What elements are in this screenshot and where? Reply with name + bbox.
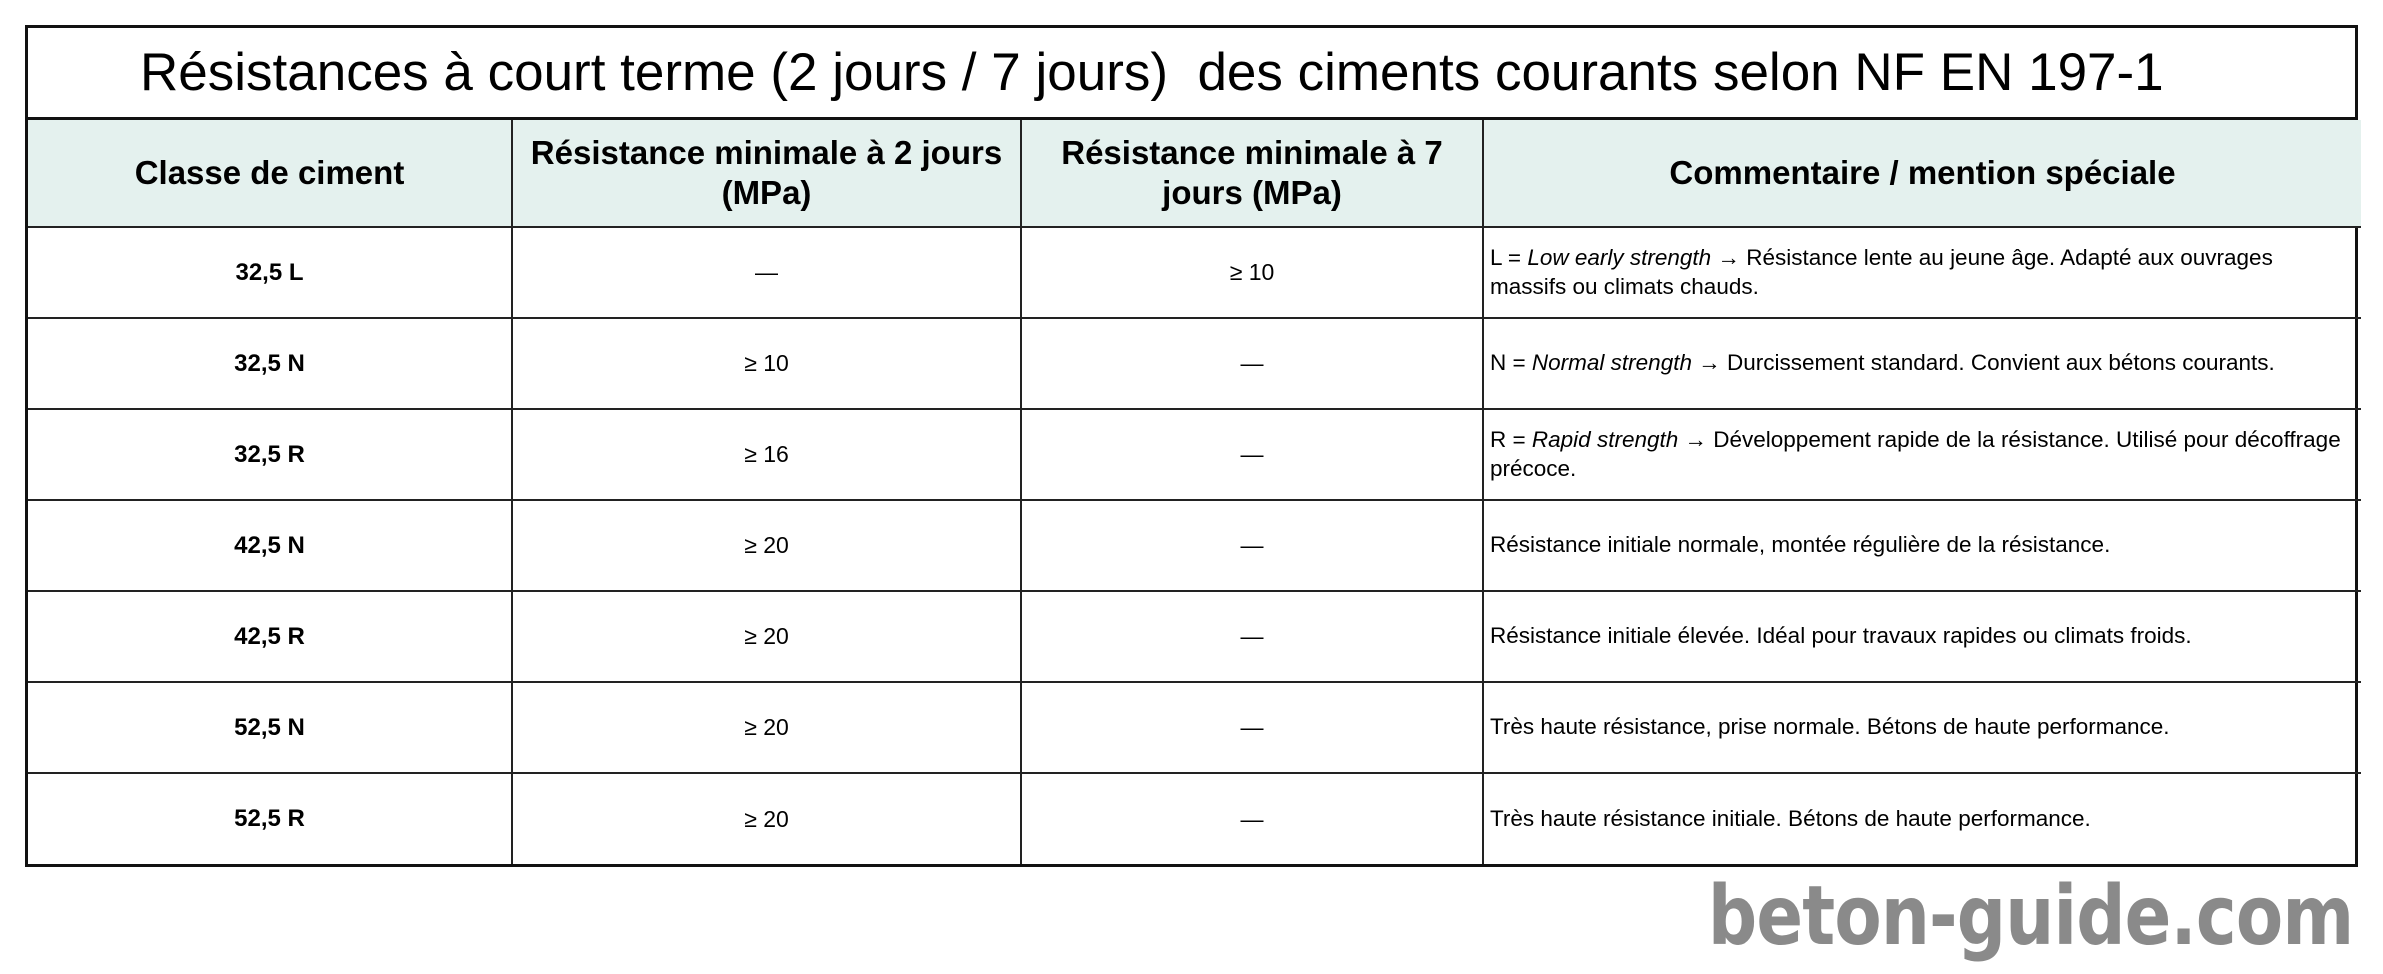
- cell-2-jours: ≥ 20: [512, 682, 1021, 773]
- table-row: [28, 591, 2361, 682]
- header-classe: Classe de ciment: [28, 120, 512, 227]
- cell-7-jours: —: [1021, 500, 1483, 591]
- comment-text: Résistance initiale élevée. Idéal pour travaux rapides ou climats froids.: [1490, 623, 2192, 649]
- cell-classe: 52,5 N: [28, 682, 512, 773]
- cell-2-jours: ≥ 16: [512, 409, 1021, 500]
- comment-prefix: L =: [1490, 245, 1528, 271]
- cell-2-jours: ≥ 20: [512, 591, 1021, 682]
- table-row: [28, 227, 2361, 318]
- cell-commentaire: [1483, 318, 2361, 409]
- cell-7-jours: —: [1021, 682, 1483, 773]
- comment-text: → Développement rapide de la résistance. Utilisé pour décoffrage précoce.: [1490, 427, 2341, 481]
- comment-text: → Durcissement standard. Convient aux bétons courants.: [1691, 350, 2275, 376]
- cell-classe: 42,5 R: [28, 591, 512, 682]
- comment-text: Très haute résistance initiale. Bétons de haute performance.: [1490, 805, 2091, 831]
- cell-commentaire: [1483, 682, 2361, 773]
- cell-commentaire: [1483, 773, 2361, 864]
- comment-text: → Résistance lente au jeune âge. Adapté aux ouvrages massifs ou climats chauds.: [1490, 245, 2273, 299]
- table-row: [28, 318, 2361, 409]
- comment-emphasis: Normal strength: [1531, 350, 1692, 376]
- cell-classe: 32,5 N: [28, 318, 512, 409]
- cell-commentaire: [1483, 227, 2361, 318]
- cell-classe: 52,5 R: [28, 773, 512, 864]
- cement-table-sheet: [25, 25, 2358, 867]
- cell-2-jours: ≥ 20: [512, 773, 1021, 864]
- cell-commentaire: [1483, 591, 2361, 682]
- comment-text: Résistance initiale normale, montée régulière de la résistance.: [1490, 532, 2111, 558]
- comment-emphasis: Low early strength: [1527, 245, 1712, 271]
- cell-7-jours: ≥ 10: [1021, 227, 1483, 318]
- table-header-row: [28, 120, 2361, 227]
- cell-2-jours: ≥ 10: [512, 318, 1021, 409]
- cell-classe: 32,5 L: [28, 227, 512, 318]
- cement-strength-table: [28, 120, 2361, 864]
- comment-prefix: N =: [1490, 350, 1532, 376]
- cell-classe: 32,5 R: [28, 409, 512, 500]
- cell-7-jours: —: [1021, 409, 1483, 500]
- cell-2-jours: ≥ 20: [512, 500, 1021, 591]
- cell-2-jours: —: [512, 227, 1021, 318]
- table-row: [28, 773, 2361, 864]
- site-brand-watermark: beton-guide.com: [1707, 869, 2353, 964]
- table-row: [28, 682, 2361, 773]
- table-row: [28, 500, 2361, 591]
- cell-7-jours: —: [1021, 773, 1483, 864]
- cell-commentaire: [1483, 409, 2361, 500]
- cell-classe: 42,5 N: [28, 500, 512, 591]
- comment-emphasis: Rapid strength: [1531, 427, 1679, 453]
- header-resistance-2-jours: Résistance minimale à 2 jours (MPa): [512, 120, 1021, 227]
- cell-7-jours: —: [1021, 318, 1483, 409]
- header-resistance-7-jours: Résistance minimale à 7 jours (MPa): [1021, 120, 1483, 227]
- comment-prefix: R =: [1490, 427, 1532, 453]
- cell-7-jours: —: [1021, 591, 1483, 682]
- header-commentaire: Commentaire / mention spéciale: [1483, 120, 2361, 227]
- table-row: [28, 409, 2361, 500]
- page-title: Résistances à court terme (2 jours / 7 jours) des ciments courants selon NF EN 197-1: [28, 28, 2355, 120]
- cell-commentaire: [1483, 500, 2361, 591]
- comment-text: Très haute résistance, prise normale. Bétons de haute performance.: [1490, 714, 2170, 740]
